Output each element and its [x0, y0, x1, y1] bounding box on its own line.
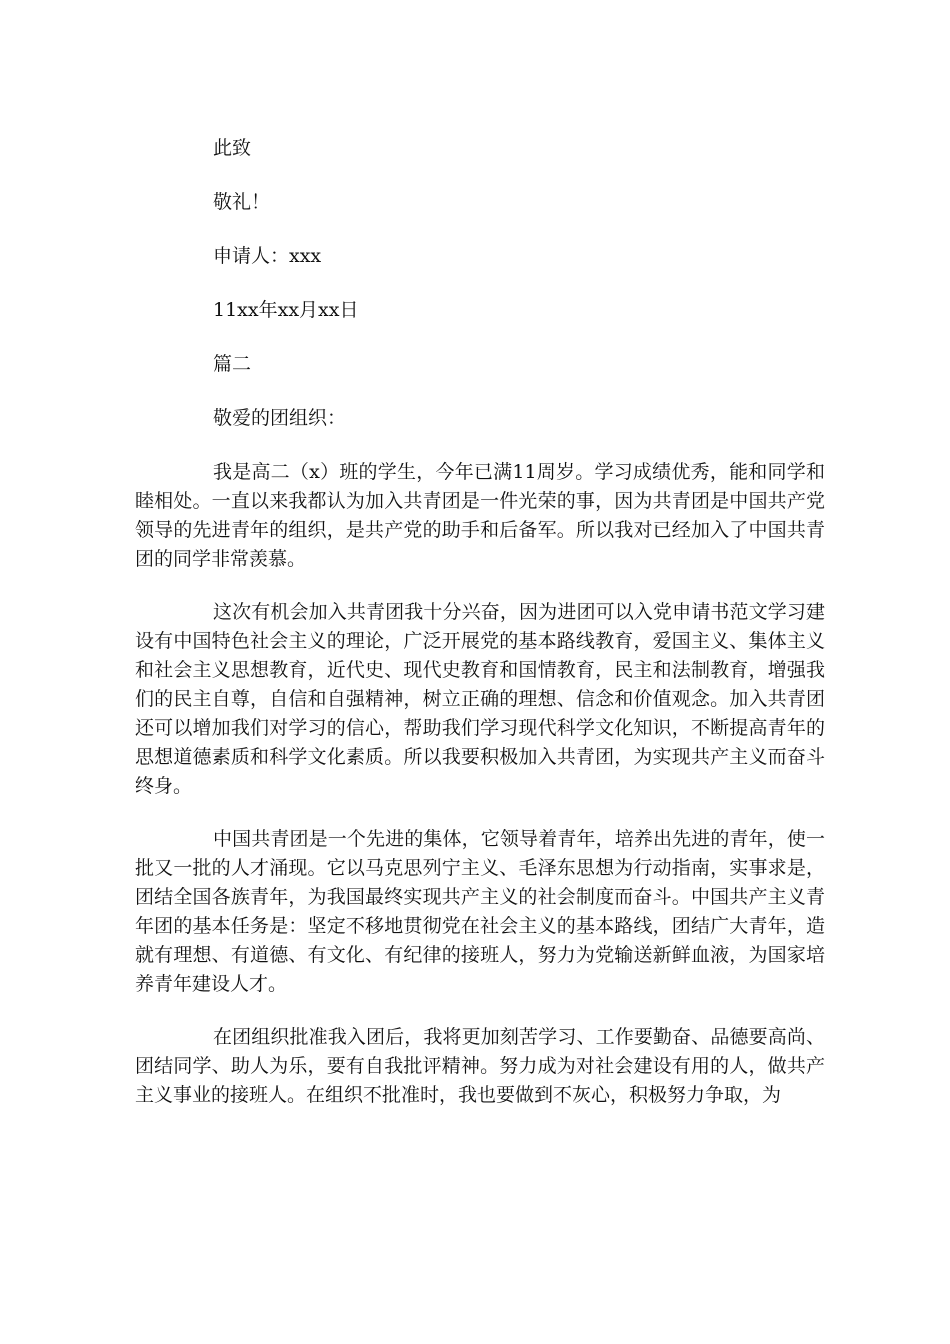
salute-line: 敬礼！ [213, 191, 271, 213]
document-body [135, 134, 825, 1110]
date-line: 11xx年xx月xx日 [213, 299, 359, 321]
paragraph-4: 在团组织批准我入团后，我将更加刻苦学习、工作要勤奋、品德要高尚、团结同学、助人为乐，要有自我批评精神。努力成为对社会建设有用的人，做共产主义事业的接班人。在组织不批准时，我也要做到不灰心，积极努力争取，为 [135, 1026, 825, 1106]
section-title: 篇二 [213, 353, 252, 375]
paragraph-3: 中国共青团是一个先进的集体，它领导着青年，培养出先进的青年，使一批又一批的人才涌现。它以马克思列宁主义、毛泽东思想为行动指南，实事求是，团结全国各族青年，为我国最终实现共产主义的社会制度而奋斗。中国共产主义青年团的基本任务是：坚定不移地贯彻党在社会主义的基本路线，团结广大青年，造就有理想、有道德、有文化、有纪律的接班人，努力为党输送新鲜血液，为国家培养青年建设人才。 [135, 828, 825, 995]
applicant-line: 申请人：xxx [213, 245, 322, 267]
greeting-line: 敬爱的团组织： [213, 407, 347, 429]
paragraph-1: 我是高二（x）班的学生，今年已满11周岁。学习成绩优秀，能和同学和睦相处。一直以来我都认为加入共青团是一件光荣的事，因为共青团是中国共产党领导的先进青年的组织，是共产党的助手和后备军。所以我对已经加入了中国共青团的同学非常羡慕。 [135, 461, 825, 570]
closing-line: 此致 [213, 137, 252, 159]
paragraph-2: 这次有机会加入共青团我十分兴奋，因为进团可以入党申请书范文学习建设有中国特色社会主义的理论，广泛开展党的基本路线教育，爱国主义、集体主义和社会主义思想教育，近代史、现代史教育和国情教育，民主和法制教育，增强我们的民主自尊，自信和自强精神，树立正确的理想、信念和价值观念。加入共青团还可以增加我们对学习的信心，帮助我们学习现代科学文化知识，不断提高青年的思想道德素质和科学文化素质。所以我要积极加入共青团，为实现共产主义而奋斗终身。 [135, 601, 825, 797]
